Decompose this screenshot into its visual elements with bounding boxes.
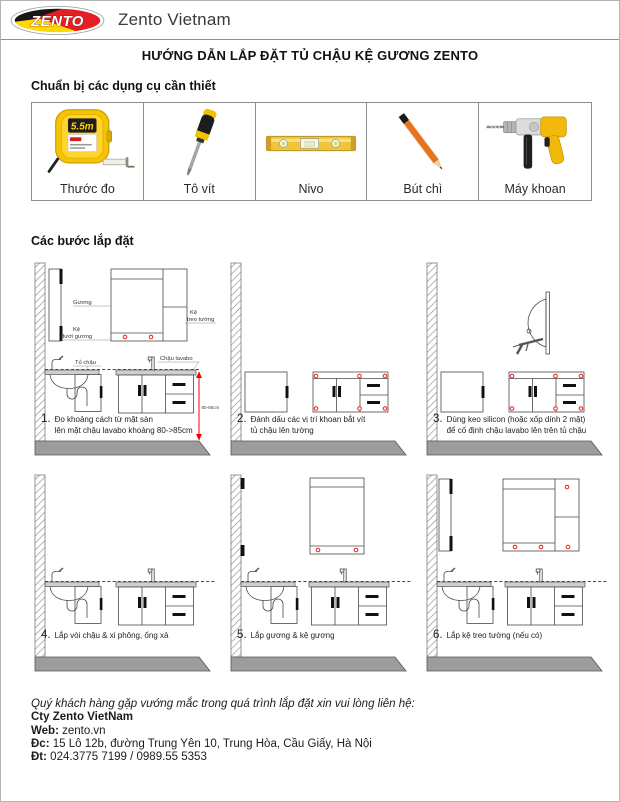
tool-cell-tape-measure [32, 103, 144, 200]
step-5-caption: 5. Lắp gương & kệ gương [237, 629, 335, 641]
screwdriver-icon [146, 106, 252, 180]
svg-text:Kệ: Kệ [73, 327, 81, 333]
tool-label: Thước đo [60, 182, 115, 196]
step-4-diagram [29, 471, 216, 686]
step-6-diagram [421, 471, 608, 686]
brand-name: Zento Vietnam [118, 10, 231, 29]
step-3-diagram [421, 259, 608, 457]
svg-text:Chậu lavabo: Chậu lavabo [160, 356, 193, 362]
step-number: 5. [237, 629, 247, 641]
tool-cell-level [256, 103, 368, 200]
footer-web: Web: zento.vn [31, 724, 106, 737]
step-number: 1. [41, 413, 51, 425]
footer-company: Cty Zento VietNam [31, 711, 134, 724]
step-number: 4. [41, 629, 51, 641]
logo-text: ZENTO [31, 12, 84, 30]
footer-note: Quý khách hàng gặp vướng mắc trong quá trình lắp đặt xin vui lòng liên hệ: [31, 698, 415, 710]
svg-text:Gương: Gương [73, 300, 92, 306]
steps-grid [29, 259, 595, 686]
tape-measure-icon [34, 106, 140, 180]
drill-icon [482, 106, 588, 180]
step-4-caption: 4. Lắp vòi chậu & xi phông, ống xả [41, 629, 169, 641]
tool-label: Tô vít [183, 182, 215, 196]
svg-text:treo tường: treo tường [187, 317, 215, 323]
step-3-caption: 3. Dùng keo silicon (hoặc xốp dính 2 mặt) để cố định chậu lavabo lên trên tủ chậu [433, 413, 587, 435]
svg-text:80-85cm: 80-85cm [201, 405, 220, 410]
tool-label: Bút chì [403, 182, 443, 196]
footer-phone: Đt: 024.3775 7199 / 0989.55 5353 [31, 751, 207, 764]
step-number: 2. [237, 413, 247, 425]
step-number: 3. [433, 413, 443, 425]
step-1-caption: 1. Đo khoảng cách từ mặt sàn lên mặt chậu lavabo khoảng 80->85cm [41, 413, 193, 435]
svg-text:dưới gương: dưới gương [61, 334, 93, 340]
pencil-icon [370, 106, 476, 180]
header [1, 1, 619, 40]
footer-address: Đc: 15 Lô 12b, đường Trung Yên 10, Trung Hòa, Cầu Giấy, Hà Nội [31, 737, 372, 750]
step-2-diagram [225, 259, 412, 457]
step-5-diagram [225, 471, 412, 686]
page-title: HƯỚNG DẪN LẮP ĐẶT TỦ CHẬU KỆ GƯƠNG ZENTO [141, 48, 479, 63]
footer [31, 698, 415, 764]
step-5-drawing [225, 471, 412, 686]
svg-text:Kệ: Kệ [190, 310, 198, 316]
steps-heading: Các bước lắp đặt [31, 234, 134, 248]
step-6-caption: 6. Lắp kệ treo tường (nếu có) [433, 629, 543, 641]
tools-heading: Chuẩn bị các dụng cụ cần thiết [31, 79, 216, 93]
tool-label: Nivo [298, 182, 324, 196]
step-4-drawing [29, 471, 216, 686]
tool-cell-screwdriver [144, 103, 256, 200]
step-number: 6. [433, 629, 443, 641]
step-6-drawing [421, 471, 608, 686]
level-icon [258, 106, 364, 180]
tools-table [31, 102, 592, 201]
tape-measure-badge: 5.5m [71, 121, 94, 133]
step-1-diagram [29, 259, 220, 457]
svg-text:Tủ chậu: Tủ chậu [75, 360, 96, 366]
step-2-caption: 2. Đánh dấu các vị trí khoan bắt vít tủ chậu lên tường [237, 413, 366, 435]
tool-label: Máy khoan [504, 182, 566, 196]
tool-cell-drill [479, 103, 591, 200]
tool-cell-pencil [367, 103, 479, 200]
zento-logo [10, 6, 105, 35]
